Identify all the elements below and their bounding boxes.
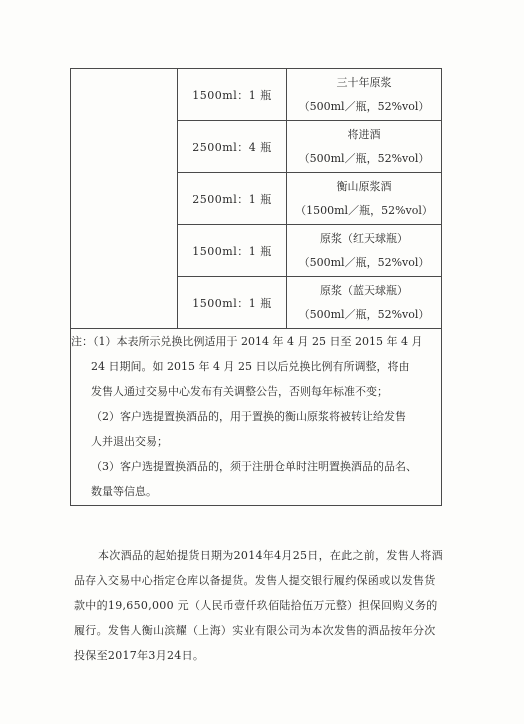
product-spec: （500ml／瓶，52%vol） bbox=[298, 151, 430, 165]
product-name: 衡山原浆酒 bbox=[336, 179, 392, 193]
note-line: （2）客户选提置换酒品的，用于置换的衡山原浆将被转让给发售 bbox=[91, 410, 406, 423]
product-spec: （500ml／瓶，52%vol） bbox=[298, 307, 430, 321]
table-body bbox=[71, 69, 442, 506]
product-spec: （500ml／瓶，52%vol） bbox=[298, 99, 430, 113]
note-line: 24 日期间。如 2015 年 4 月 25 日以后兑换比例有所调整，将由 bbox=[91, 360, 410, 373]
ratio-cell: 2500ml：1 瓶 bbox=[178, 173, 287, 225]
product-cell bbox=[287, 69, 442, 121]
product-name: 原浆（红天球瓶） bbox=[320, 231, 408, 245]
product-cell bbox=[287, 277, 442, 329]
note-line: 人并退出交易； bbox=[91, 435, 168, 448]
note-line: 数量等信息。 bbox=[91, 485, 157, 498]
ratio-cell: 1500ml：1 瓶 bbox=[178, 277, 287, 329]
product-cell bbox=[287, 225, 442, 277]
note-row bbox=[71, 329, 442, 506]
product-cell bbox=[287, 121, 442, 173]
ratio-cell: 1500ml：1 瓶 bbox=[178, 69, 287, 121]
product-spec: （500ml／瓶，52%vol） bbox=[298, 255, 430, 269]
note-cell bbox=[71, 329, 442, 506]
note-line: 发售人通过交易中心发布有关调整公告，否则每年标准不变； bbox=[91, 385, 388, 398]
product-name: 将进酒 bbox=[347, 127, 381, 141]
ratio-cell: 1500ml：1 瓶 bbox=[178, 225, 287, 277]
product-name: 三十年原浆 bbox=[336, 75, 392, 89]
ratio-cell: 2500ml：4 瓶 bbox=[178, 121, 287, 173]
product-name: 原浆（蓝天球瓶） bbox=[320, 283, 408, 297]
exchange-ratio-table bbox=[70, 68, 442, 506]
delivery-paragraph: 本次酒品的起始提货日期为2014年4月25日，在此之前，发售人将酒品存入交易中心指定仓库以备提货。发售人提交银行履约保函或以发售货款中的19,650,000 元（人民币壹仟玖佰陆拾伍万元整）担保回购义务的履行。发售人衡山滨耀（上海）实业有限公司为本次发售的酒品按年分次投保至2017年3月24日。 bbox=[74, 549, 443, 662]
table-row bbox=[71, 69, 442, 121]
product-spec: （1500ml／瓶，52%vol） bbox=[295, 203, 433, 217]
note-line: （3）客户选提置换酒品的，须于注册仓单时注明置换酒品的品名、 bbox=[91, 460, 417, 473]
product-cell bbox=[287, 173, 442, 225]
note-line: 注：（1）本表所示兑换比例适用于 2014 年 4 月 25 日至 2015 年 4 月 bbox=[71, 335, 423, 348]
empty-category-cell bbox=[71, 69, 178, 329]
